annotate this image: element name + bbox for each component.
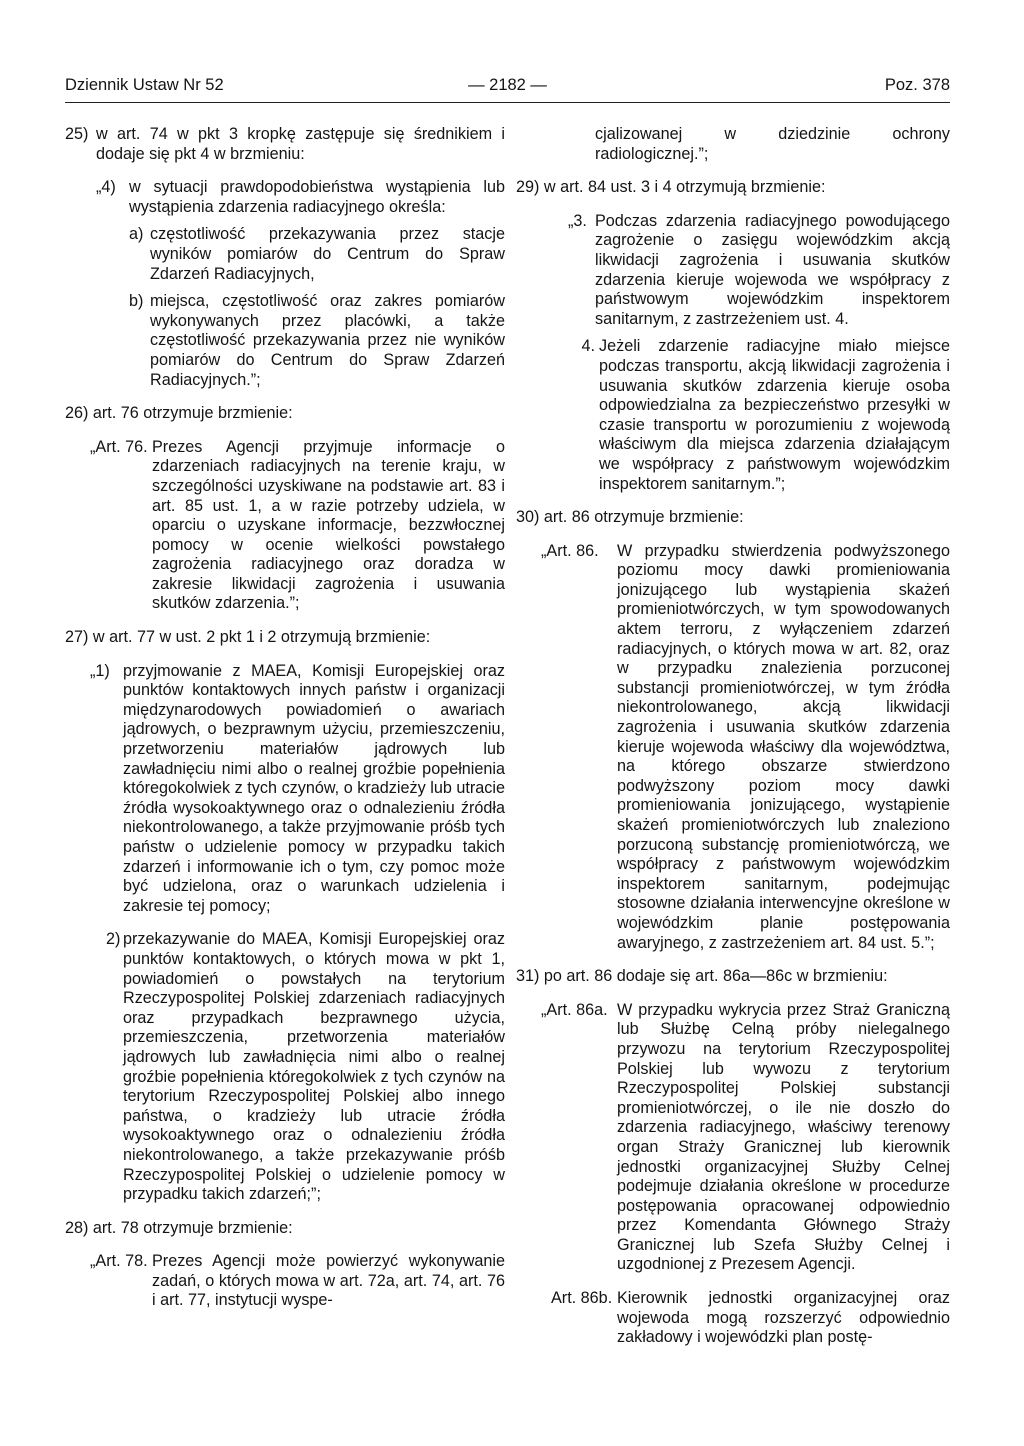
section-label: „3. <box>568 211 587 230</box>
point-text: przekazywanie do MAEA, Komisji Europejskiej oraz punktów kontaktowych, o których mowa w pkt 1, powiadomień o powstałych na terytorium Rzeczypospolitej Polskiej zdarzeniach radiacyjnych oraz przypadkach bezprawnego użycia, przemieszczenia, przetworzenia materiałów jądrowych lub zawładnięcia nimi albo o realnej groźbie popełnienia któregokolwiek z tych czynów na terytorium Rzeczypospolitej Polskiej albo innego państwa, o kradzieży lub utracie źródła wysokoaktywnego oraz o odnalezieniu źródła niekontrolowanego, a także przekazywanie próśb Rzeczypospolitej Polskiej o udzielenie pomocy w przypadku takich zdarzeń;”; <box>123 930 505 1204</box>
page-header <box>65 76 950 100</box>
article-text: W przypadku wykrycia przez Straż Graniczną lub Służbę Celną próby nielegalnego przywozu na terytorium Rzeczypospolitej Polskiej lub wywozu z terytorium Rzeczypospolitej Polskiej substancji promieniotwórczej, o ile nie doszło do zdarzenia radiacyjnego, właściwy terenowy organ Straży Granicznej lub kierownik jednostki organizacyjnej Służby Celnej podejmuje działania określone w procedurze postępowania opracowanej odpowiednio przez Komendanta Głównego Straży Granicznej lub Szefa Służby Celnej i uzgodnionej z Prezesem Agencji. <box>617 1000 950 1274</box>
item-25 <box>65 125 505 164</box>
article-label: „Art. 86a. <box>541 1000 608 1019</box>
article-label: „Art. 78. <box>90 1252 148 1271</box>
section-label: 4. <box>581 337 595 356</box>
article-86b <box>551 1289 950 1348</box>
item-26: 26) art. 76 otrzymuje brzmienie: <box>65 404 293 423</box>
page-number: — 2182 — <box>468 76 547 94</box>
article-label: „Art. 76. <box>90 437 148 456</box>
item-text: w art. 74 w pkt 3 kropkę zastępuje się średnikiem i dodaje się pkt 4 w brzmieniu: <box>96 125 505 163</box>
section-text: Podczas zdarzenia radiacyjnego powodującego zagrożenie o zasięgu wojewódzkim akcją likwidacji zagrożenia i usuwania skutków zdarzenia kieruje wojewoda we współpracy z państwowym wojewódzkim inspektorem sanitarnym, z zastrzeżeniem ust. 4. <box>595 211 950 328</box>
journal-title: Dziennik Ustaw Nr 52 <box>65 76 224 94</box>
left-column <box>65 125 505 1311</box>
position-number: Poz. 378 <box>884 76 950 94</box>
subpoint-label: b) <box>129 292 144 311</box>
article-text: W przypadku stwierdzenia podwyższonego poziomu mocy dawki promieniowania jonizującego lub wystąpienia skażeń promieniotwórczych, w tym spowodowanych aktem terroru, z wyłączeniem zdarzeń radiacyjnych, o których mowa w art. 82, oraz w przypadku znalezienia porzuconej substancji promieniotwórczej, w tym źródła niekontrolowanego, akcją likwidacji zagrożenia i usuwania skutków zdarzenia kieruje wojewoda właściwy dla województwa, na którego obszarze stwierdzono podwyższony poziom mocy dawki promieniowania jonizującego, wystąpienie skażeń promieniotwórczych lub znaleziono porzuconą substancję promieniotwórczą, we współpracy z państwowym wojewódzkim inspektorem sanitarnym, podejmując stosowne działania interwencyjne określone w wojewódzkim planie postępowania awaryjnego, z zastrzeżeniem art. 84 ust. 5.”; <box>617 541 950 952</box>
item-30: 30) art. 86 otrzymuje brzmienie: <box>516 508 744 527</box>
article-86a <box>541 1001 950 1275</box>
article-label: Art. 86b. <box>551 1289 613 1308</box>
continued-text: cjalizowanej w dziedzinie ochrony radiologicznej.”; <box>595 125 950 163</box>
item-28: 28) art. 78 otrzymuje brzmienie: <box>65 1218 293 1237</box>
article-text: Kierownik jednostki organizacyjnej oraz wojewoda mogą rozszerzyć odpowiednio zakładowy i wojewódzki plan postę- <box>617 1289 950 1347</box>
point-label: 2) <box>106 930 121 949</box>
section-84-4 <box>568 337 950 494</box>
item-27: 27) w art. 77 w ust. 2 pkt 1 i 2 otrzymują brzmienie: <box>65 628 431 647</box>
article-76 <box>90 438 505 614</box>
item-label: 25) <box>65 125 89 143</box>
point-27-1 <box>90 662 505 917</box>
item-31: 31) po art. 86 dodaje się art. 86a—86c w brzmieniu: <box>516 967 888 986</box>
item-29: 29) w art. 84 ust. 3 i 4 otrzymują brzmienie: <box>516 178 826 197</box>
point-label: „4) <box>96 178 116 197</box>
subpoint-a <box>129 225 505 284</box>
right-column <box>516 125 950 1348</box>
header-rule <box>65 102 950 103</box>
article-text: Prezes Agencji może powierzyć wykonywanie zadań, o których mowa w art. 72a, art. 74, art. 76 i art. 77, instytucji wyspe- <box>152 1252 505 1310</box>
subpoint-text: częstotliwość przekazywania przez stacje wyników pomiarów do Centrum do Spraw Zdarzeń Radiacyjnych, <box>150 225 505 283</box>
article-78 <box>90 1252 505 1311</box>
point-text: w sytuacji prawdopodobieństwa wystąpienia lub wystąpienia zdarzenia radiacyjnego określa: <box>129 178 505 216</box>
quoted-point-4 <box>96 178 505 217</box>
point-label: „1) <box>90 661 110 680</box>
point-text: przyjmowanie z MAEA, Komisji Europejskiej oraz punktów kontaktowych innych państw i organizacji międzynarodowych powiadomień o awariach jądrowych, o bezprawnym użyciu, przemieszczeniu, przetworzeniu materiałów jądrowych lub zawładnięciu nimi albo o realnej groźbie popełnienia któregokolwiek z tych czynów, o kradzieży lub utracie źródła wysokoaktywnego oraz o odnalezieniu źródła niekontrolowanego, a także przyjmowanie próśb tych państw o udzielenie pomocy w przypadku takich zdarzeń i informowanie ich o tym, czy pomoc może być udzielona, oraz o warunkach udzielenia i zakresie tej pomocy; <box>123 661 505 915</box>
article-label: „Art. 86. <box>541 541 599 560</box>
article-86 <box>541 542 950 953</box>
section-84-3 <box>568 212 950 330</box>
subpoint-label: a) <box>129 225 144 244</box>
article-text: Prezes Agencji przyjmuje informacje o zdarzeniach radiacyjnych na terenie kraju, w szczególności uzyskiwane na podstawie art. 83 i art. 85 ust. 1, a w razie potrzeby udziela, w oparciu o uzyskane informacje, bezzwłocznej pomocy w ocenie wielkości powstałego zagrożenia radiacyjnego oraz doradza w zakresie likwidacji zagrożenia i usuwania skutków zdarzenia.”; <box>152 437 505 613</box>
point-27-2 <box>106 930 505 1204</box>
subpoint-b <box>129 292 505 390</box>
section-text: Jeżeli zdarzenie radiacyjne miało miejsce podczas transportu, akcją likwidacji zagrożenia i usuwania skutków zdarzenia kieruje osoba odpowiedzialna za bezpieczeństwo przesyłki w czasie transportu w porozumieniu z wojewodą właściwym dla miejsca zdarzenia działającym we współpracy z państwowym wojewódzkim inspektorem sanitarnym.”; <box>599 337 950 493</box>
subpoint-text: miejsca, częstotliwość oraz zakres pomiarów wykonywanych przez placówki, a także częstotliwość przekazywania przez nie wyników pomiarów do Centrum do Spraw Zdarzeń Radiacyjnych.”; <box>150 292 505 389</box>
